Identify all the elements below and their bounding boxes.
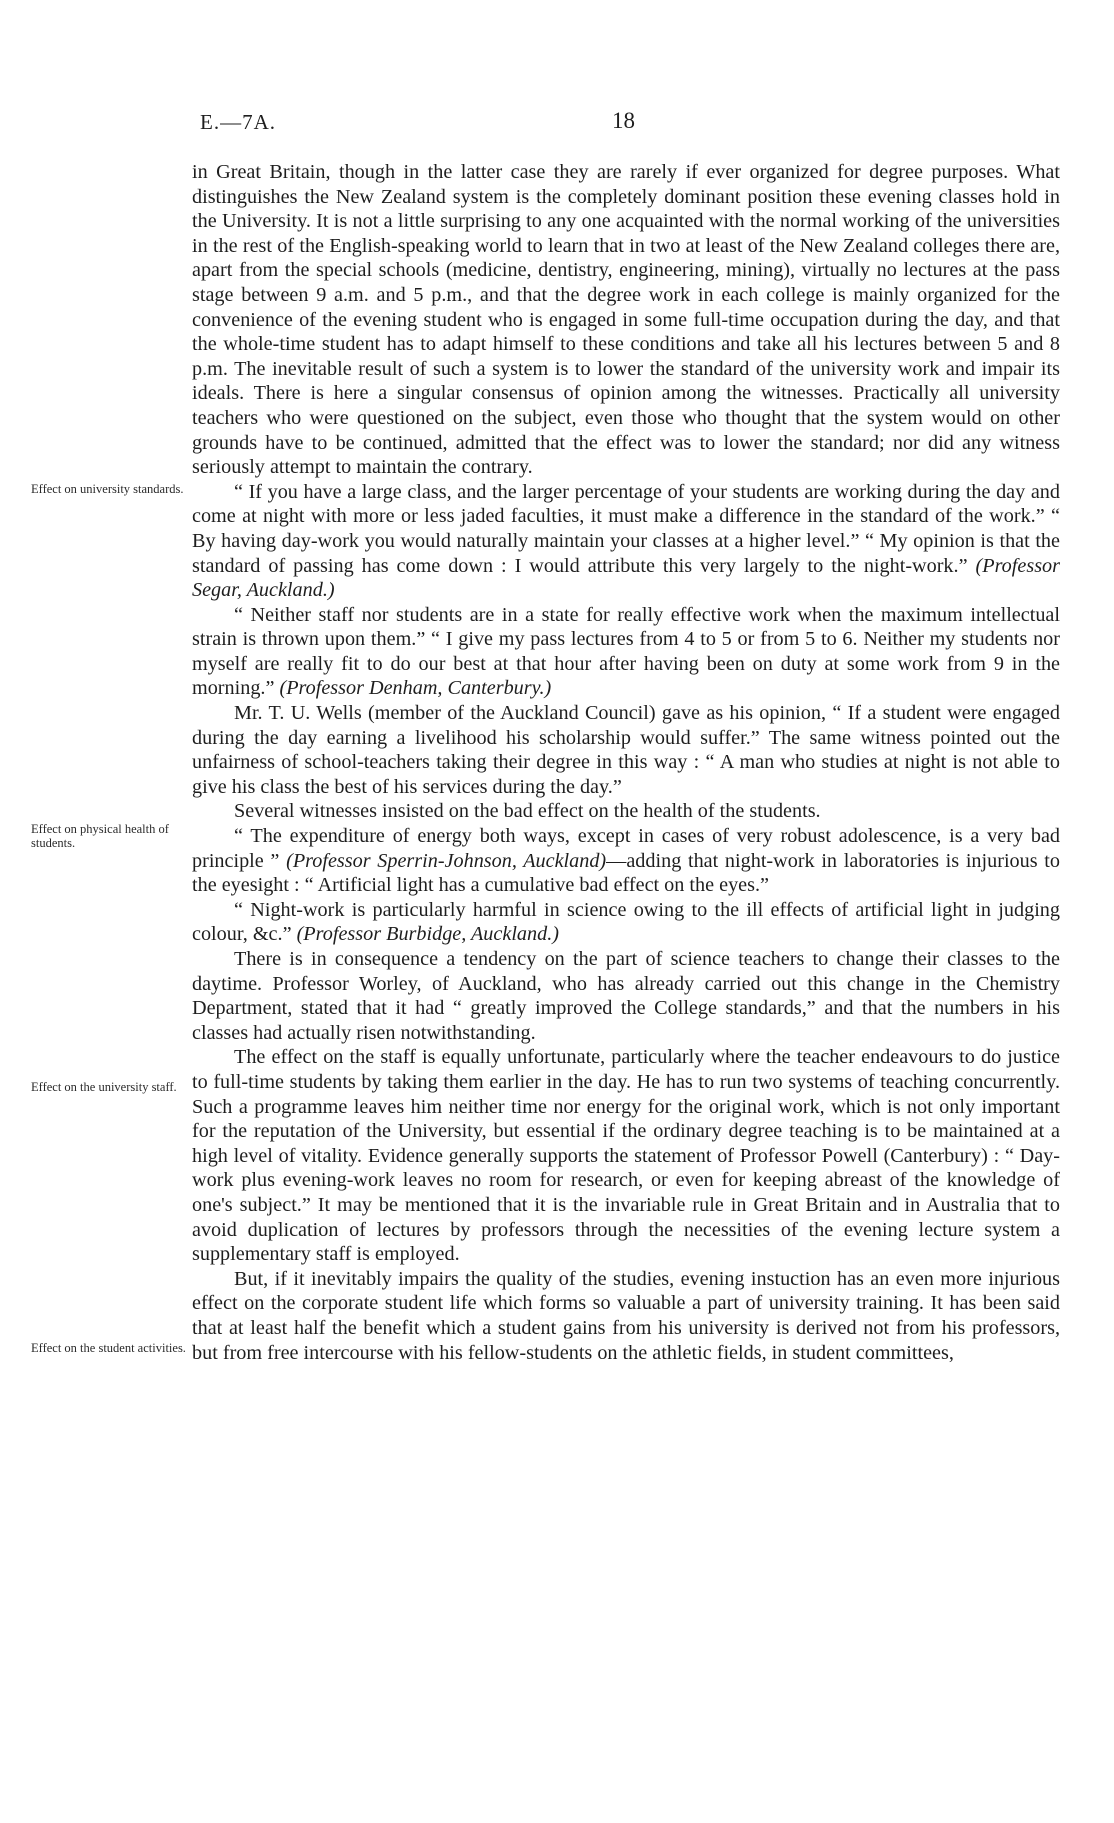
margin-note-university-staff: Effect on the university staff. bbox=[31, 1080, 177, 1094]
quote-text: “ Night-work is particularly harmful in science owing to the ill effects of artificial light in judging colour, &c.” bbox=[192, 898, 1060, 946]
quote-text: “ Neither staff nor students are in a state for really effective work when the maximum intellectual strain is thrown upon them.” “ I give my pass lectures from 4 to 5 or from 5 to 6. Neither my students nor myself are really fit to do our best at that hour after having been on duty at some work from 9 in the morning.” bbox=[192, 603, 1060, 700]
citation: (Professor Burbidge, Auckland.) bbox=[296, 923, 559, 946]
paragraph: There is in consequence a tendency on the part of science teachers to change their classes to the daytime. Professor Worley, of Auckland, who has already carried out this change in the Chemistry Department, stated that it had “ greatly improved the College standards,” and that the numbers in his classes had actually risen notwithstanding. bbox=[192, 948, 1060, 1044]
quote-text: “ The expenditure of energy both ways, except in cases of very robust adolescence, is a very bad principle ” bbox=[192, 825, 1060, 872]
paragraph: But, if it inevitably impairs the quality of the studies, evening instuction has an even more injurious effect on the corporate student life which forms so valuable a part of university training. It has been said that at least half the benefit which a student gains from his university is derived not from his professors, but from free intercourse with his fellow-students on the athletic fields, in student committees, bbox=[192, 1267, 1060, 1364]
paragraph: Several witnesses insisted on the bad effect on the health of the students. bbox=[234, 800, 821, 823]
paragraph: Mr. T. U. Wells (member of the Auckland Council) gave as his opinion, “ If a student were engaged during the day earning a livelihood his scholarship would suffer.” The same witness pointed out the unfairness of school-teachers taking their degree in this way : “ A man who studies at night is not able to give his class the best of his services during the day.” bbox=[192, 702, 1060, 798]
paragraph bbox=[192, 603, 1060, 701]
quote-text: “ If you have a large class, and the larger percentage of your students are working during the day and come at night with more or less jaded faculties, it must make a difference in the standard of the work.” “ By having day-work you would naturally maintain your classes at a higher level.” “ My opinion is that the standard of passing has come down : I would attribute this very largely to the night-work.” bbox=[192, 480, 1060, 577]
paragraph: in Great Britain, though in the latter case they are rarely if ever organized for degree purposes. What distinguishes the New Zealand system is the completely dominant position these evening classes hold in the University. It is not a little surprising to any one acquainted with the normal working of the universities in the rest of the English-speaking world to learn that in two at least of the New Zealand colleges there are, apart from the special schools (medicine, dentistry, engineering, mining), virtually no lectures at the pass stage between 9 a.m. and 5 p.m., and that the degree work in each college is mainly organized for the convenience of the evening student who is engaged in some full-time occupation during the day, and that the whole-time student has to adapt himself to these conditions and take all his lectures between 5 and 8 p.m. The inevitable result of such a system is to lower the standard of the university work and impair its ideals. There is here a singular consensus of opinion among the witnesses. Practically all university teachers who were questioned on the subject, even those who thought that the system would on other grounds have to be continued, admitted that the effect was to lower the standard; nor did any witness seriously attempt to maintain the contrary. bbox=[192, 161, 1060, 479]
body-text bbox=[192, 160, 1060, 1365]
citation: (Professor Segar, Auckland.) bbox=[192, 554, 1061, 602]
margin-note-physical-health: Effect on physical health of students. bbox=[31, 822, 169, 850]
document-code: E.—7A. bbox=[200, 110, 276, 134]
paragraph bbox=[192, 898, 1060, 947]
margin-note-student-activities: Effect on the student activities. bbox=[31, 1341, 186, 1355]
quote-text: —adding that night-work in laboratories is injurious to the eyesight : “ Artificial light has a cumulative bad effect on the eyes.” bbox=[192, 849, 1060, 897]
paragraph bbox=[192, 480, 1060, 603]
citation: (Professor Sperrin-Johnson, Auckland) bbox=[286, 849, 607, 872]
margin-note-university-standards: Effect on university standards. bbox=[31, 482, 184, 496]
paragraph: The effect on the staff is equally unfortunate, particularly where the teacher endeavours to do justice to full-time students by taking them earlier in the day. He has to run two systems of teaching concurrently. Such a programme leaves him neither time nor energy for the original work, which is not only important for the reputation of the University, but essential if the ordinary degree teaching is to be maintained at a high level of vitality. Evidence generally supports the statement of Professor Powell (Canterbury) : “ Day-work plus evening-work leaves no room for research, or even for keeping abreast of the knowledge of one's subject.” It may be mentioned that it is the invariable rule in Great Britain and in Australia that to avoid duplication of lectures by professors through the necessities of the evening lecture system a supplementary staff is employed. bbox=[192, 1046, 1060, 1266]
citation: (Professor Denham, Canterbury.) bbox=[279, 677, 552, 700]
paragraph bbox=[192, 824, 1060, 898]
page-number: 18 bbox=[612, 108, 635, 133]
